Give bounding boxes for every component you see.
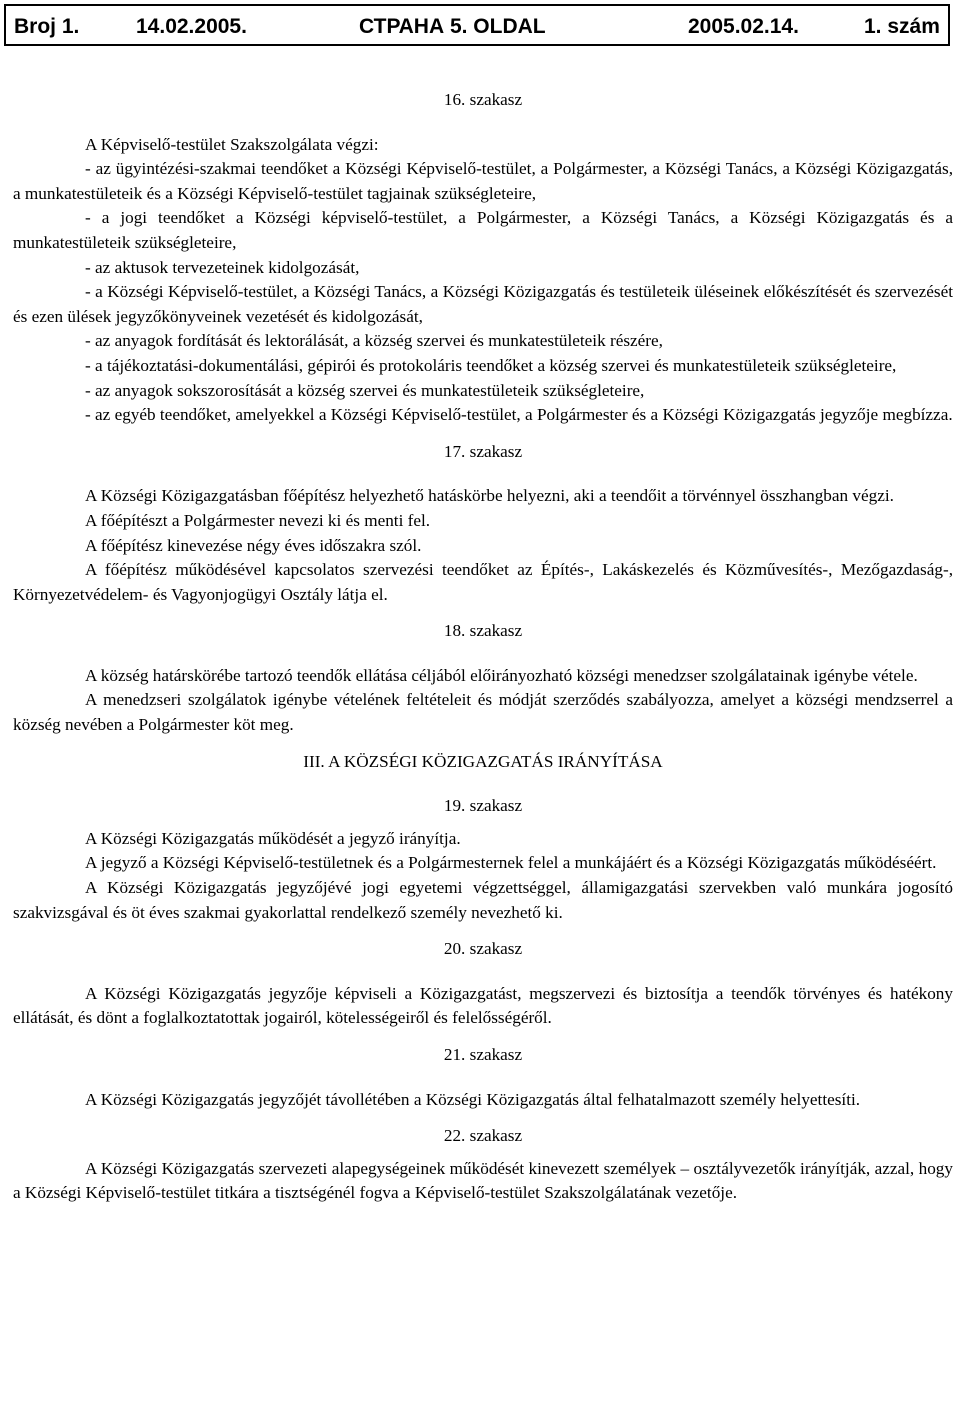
issue-date-serbian: 14.02.2005.	[136, 15, 247, 38]
page-header	[4, 4, 950, 46]
paragraph: A Községi Közigazgatás jegyzője képviseli a Közigazgatást, megszervezi és biztosítja a teendők törvényes és hatékony ellátását, és dönt a foglalkoztatottak jogairól, kötelességeiről és felelősségéről.	[13, 983, 953, 1028]
paragraph: A Községi Közigazgatás szervezeti alapegységeinek működését kinevezett személyek – osztályvezetők irányítják, azzal, hogy a Községi Képviselő-testület titkára a tisztségénél fogva a Képviselő-testület Szakszolgálatának vezetője.	[13, 1158, 953, 1203]
list-item: - a tájékoztatási-dokumentálási, gépirói és protokoláris teendőket a község szervei és munkatestületeik szükségleteire,	[85, 355, 897, 375]
section-title-19: 19. szakasz	[443, 796, 523, 816]
list-item: - az ügyintézési-szakmai teendőket a Községi Képviselő-testület, a Polgármester, a Községi Tanács, a Községi Közigazgatás, a munkatestületeik és a Községi Képviselő-testület tagjainak szükségleteire,	[13, 159, 953, 203]
paragraph: A Községi Közigazgatásban főépítész helyezhető hatáskörbe helyezni, aki a teendőit a törvénnyel összhangban végzi.	[85, 486, 894, 506]
paragraph: A jegyző a Községi Képviselő-testületnek és a Polgármesternek felel a munkájáért és a Községi Közigazgatás működéséért.	[85, 853, 937, 873]
list-item: - a Községi Képviselő-testület, a Községi Tanács, a Községi Közigazgatás és testületeik üléseinek előkészítését és szervezését és ezen ülések jegyzőkönyveinek vezetését és kidolgozását,	[13, 282, 953, 326]
list-item: - az egyéb teendőket, amelyekkel a Községi Képviselő-testület, a Polgármester és a Községi Közigazgatás jegyzője megbízza.	[85, 405, 953, 425]
paragraph: A község határskörébe tartozó teendők ellátása céljából előirányozható községi menedzser szolgálatainak igénybe vétele.	[85, 665, 918, 685]
paragraph: A főépítész kinevezése négy éves időszakra szól.	[85, 535, 422, 555]
section-title-20: 20. szakasz	[443, 939, 523, 959]
issue-number: Broj 1.	[14, 15, 80, 38]
section-title-16: 16. szakasz	[443, 90, 523, 109]
page-number: СТРАНА 5. OLDAL	[359, 15, 546, 38]
issue-number-hungarian: 1. szám	[864, 15, 940, 38]
list-item: - az aktusok tervezeteinek kidolgozását,	[85, 257, 360, 277]
issue-date-hungarian: 2005.02.14.	[688, 15, 799, 38]
paragraph: A Községi Közigazgatás jegyzőjévé jogi egyetemi végzettséggel, államigazgatási szervekben való munkára jogosító szakvizsgával és öt éves szakmai gyakorlattal rendelkező személy nevezhető ki.	[13, 878, 953, 922]
list-item: - az anyagok fordítását és lektorálását, a község szervei és munkatestületeik részére,	[85, 331, 663, 351]
chapter-title: III. A KÖZSÉGI KÖZIGAZGATÁS IRÁNYÍTÁSA	[303, 751, 663, 771]
paragraph: A főépítész működésével kapcsolatos szervezési teendőket az Építés-, Lakáskezelés és Közművesítés-, Mezőgazdaság-, Környezetvédelem- és Vagyonjogügyi Osztály látja el.	[13, 560, 953, 604]
list-item: - az anyagok sokszorosítását a község szervei és munkatestületeik szükségleteire,	[85, 380, 645, 400]
section-16-intro: A Képviselő-testület Szakszolgálata végzi:	[85, 134, 379, 154]
section-title-18: 18. szakasz	[443, 621, 523, 641]
section-title-21: 21. szakasz	[443, 1045, 523, 1064]
document-body	[13, 88, 953, 1206]
paragraph: A Községi Közigazgatás működését a jegyző irányítja.	[85, 828, 461, 848]
section-title-17: 17. szakasz	[443, 441, 523, 461]
paragraph: A Községi Közigazgatás jegyzőjét távollétében a Községi Közigazgatás által felhatalmazott személy helyettesíti.	[85, 1089, 861, 1109]
paragraph: A menedzseri szolgálatok igénybe vételének feltételeit és módját szerződés szabályozza, amelyet a községi mendzserrel a község nevében a Polgármester köt meg.	[13, 690, 953, 735]
list-item: - a jogi teendőket a Községi képviselő-testület, a Polgármester, a Községi Tanács, a Községi Közigazgatás és a munkatestületeik szükségleteire,	[13, 208, 953, 252]
paragraph: A főépítészt a Polgármester nevezi ki és menti fel.	[85, 510, 431, 530]
section-title-22: 22. szakasz	[443, 1126, 523, 1146]
